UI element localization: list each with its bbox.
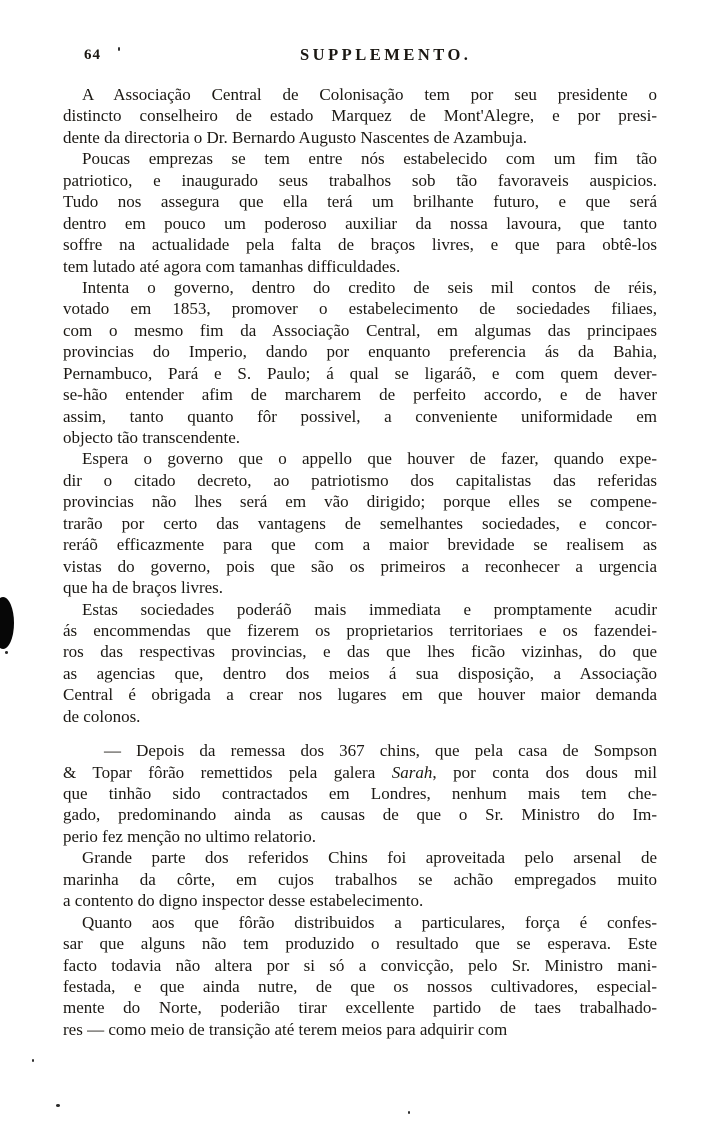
text-line: facto todavia não altera por si só a convicção, pelo Sr. Ministro mani- [63, 955, 657, 975]
text-line: Grande parte dos referidos Chins foi aproveitada pelo arsenal de [82, 848, 657, 868]
text-line: votado em 1853, promover o estabelecimento de sociedades filiaes, [63, 299, 657, 319]
text-line: gado, predominando ainda as causas de que o Sr. Ministro do Im- [63, 805, 657, 825]
ink-speck [118, 47, 120, 51]
text-line: de colonos. [63, 706, 141, 726]
text-line: dentro em pouco um poderoso auxiliar da nossa lavoura, que tanto [63, 213, 657, 233]
text-line: Pernambuco, Pará e S. Paulo; á qual se ligaráõ, e com quem dever- [63, 363, 657, 383]
text-line: Estas sociedades poderáõ mais immediata e promptamente acudir [82, 599, 657, 619]
paragraph [63, 448, 657, 598]
paragraph [63, 277, 657, 449]
text-line: as agencias que, dentro dos meios á sua disposição, a Associação [63, 663, 657, 683]
text-block [63, 84, 657, 1040]
text-line: perio fez menção no ultimo relatorio. [63, 826, 317, 846]
text-line: trarão por certo das vantagens de semelhantes sociedades, e concor- [63, 513, 657, 533]
ink-blob-left-margin [0, 597, 14, 649]
text-line: — Depois da remessa dos 367 chins, que pela casa de Sompson [104, 741, 657, 761]
text-line: ás encommendas que fizerem os proprietarios territoriaes e os fazendei- [63, 620, 657, 640]
text-line: Central é obrigada a crear nos lugares em que houver maior demanda [63, 685, 657, 705]
paragraph [63, 847, 657, 911]
text-line: distincto conselheiro de estado Marquez de Mont'Alegre, e por presi- [63, 106, 657, 126]
text-line: patriotico, e inaugurado seus trabalhos sob tão favoraveis auspicios. [63, 170, 657, 190]
text-line: festada, e que ainda nutre, de que os nossos cultivadores, especial- [63, 976, 657, 996]
text-line: & Topar fôrão remettidos pela galera Sarah, por conta dos dous mil [63, 762, 657, 782]
text-line: marinha da côrte, em cujos trabalhos se achão empregados muito [63, 869, 657, 889]
text-line: Intenta o governo, dentro do credito de seis mil contos de réis, [82, 277, 657, 297]
text-line: se-hão entender afim de marcharem de perfeito accordo, e de haver [63, 385, 657, 405]
text-line: dir o citado decreto, ao patriotismo dos capitalistas das referidas [63, 470, 657, 490]
text-line: provincias não lhes será em vão dirigido; porque elles se compene- [63, 492, 657, 512]
paragraph [63, 912, 657, 1041]
text-line: tem lutado até agora com tamanhas difficuldades. [63, 256, 401, 276]
ink-speck [56, 1104, 60, 1107]
page-header-title: SUPPLEMENTO. [300, 45, 472, 64]
ink-speck [5, 651, 8, 654]
ink-speck [408, 1111, 410, 1114]
text-line: Poucas emprezas se tem entre nós estabelecido com um fim tão [82, 149, 657, 169]
text-line: mente do Norte, poderião tirar excellente partido de taes trabalhado- [63, 998, 657, 1018]
text-line: assim, tanto quanto fôr possivel, a conveniente uniformidade em [63, 406, 657, 426]
text-line: Espera o governo que o appello que houver de fazer, quando expe- [82, 449, 657, 469]
text-line: a contento do digno inspector desse estabelecimento. [63, 891, 424, 911]
paragraph [63, 599, 657, 728]
page-number: 64 [84, 47, 101, 63]
text-line: objecto tão transcendente. [63, 428, 241, 447]
text-line: Quanto aos que fôrão distribuidos a particulares, força é confes- [82, 912, 657, 932]
paragraph [63, 84, 657, 148]
text-line: sar que alguns não tem produzido o resultado que se esperava. Este [63, 934, 657, 954]
paragraph [63, 148, 657, 277]
text-line: vistas do governo, pois que são os primeiros a reconhecer a urgencia [63, 556, 657, 576]
text-line: res — como meio de transição até terem meios para adquirir com [63, 1019, 508, 1039]
text-line: que ha de braços livres. [63, 578, 224, 598]
text-line: reráõ efficazmente para que com a maior brevidade se realisem as [63, 535, 657, 555]
text-line: que tinhão sido contractados em Londres, nenhum mais tem che- [63, 784, 657, 803]
text-line: soffre na actualidade pela falta de braços livres, e que para obtê-los [63, 235, 657, 255]
text-line: dente da directoria o Dr. Bernardo Augusto Nascentes de Azambuja. [63, 127, 528, 147]
paragraph [63, 740, 657, 847]
ink-speck [32, 1059, 34, 1062]
text-line: Tudo nos assegura que ella terá um brilhante futuro, e que será [63, 192, 657, 212]
text-line: ros das respectivas provincias, e das que lhes ficão vizinhas, do que [63, 642, 657, 662]
text-line: com o mesmo fim da Associação Central, em algumas das principaes [63, 320, 657, 340]
text-line: A Associação Central de Colonisação tem por seu presidente o [82, 85, 657, 104]
text-line: provincias do Imperio, dando por enquanto preferencia ás da Bahia, [63, 342, 657, 362]
